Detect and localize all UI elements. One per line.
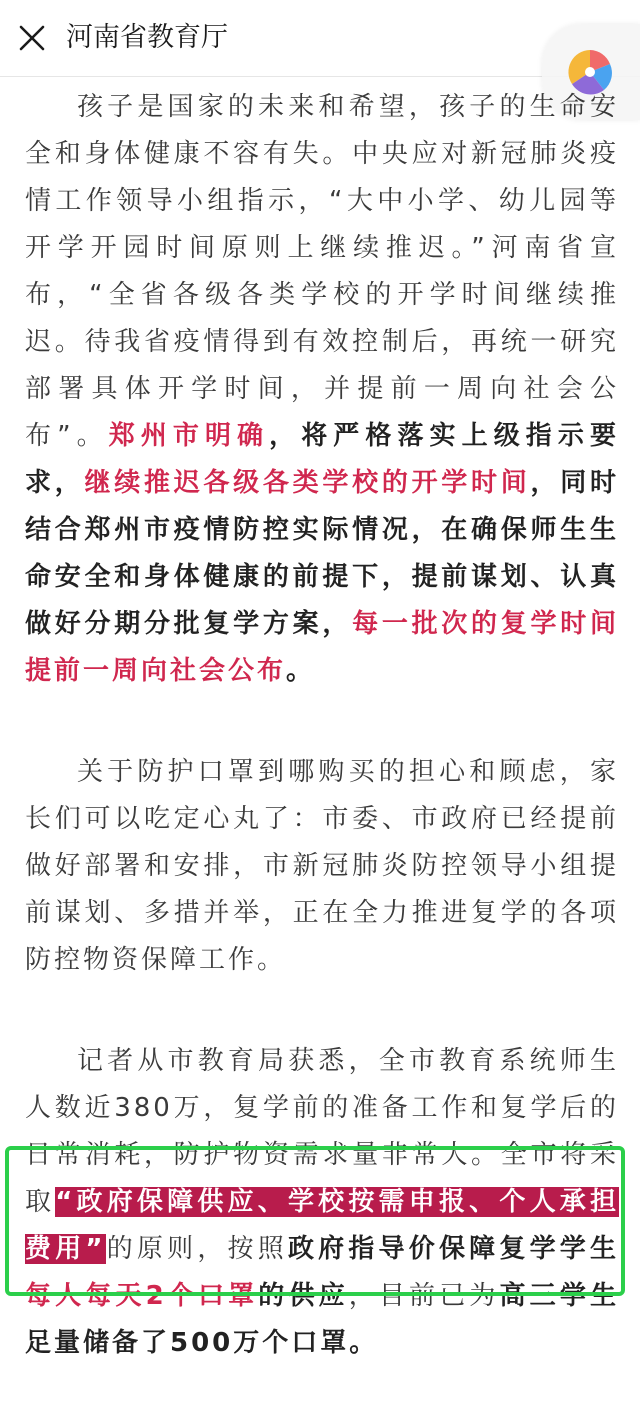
highlight-frame bbox=[5, 1146, 625, 1296]
emphasis-text: 每一批次的复学时间提前一周向社会公布 bbox=[25, 609, 619, 686]
paragraph-2: 关于防护口罩到哪购买的担心和顾虑，家长们可以吃定心丸了：市委、市政府已经提前做好部署和安排，市新冠肺炎防控领导小组提前谋划、多措并举，正在全力推进复学的各项防控物资保障工作。 bbox=[25, 757, 619, 975]
bold-text: 政府指导价保障复学学生 bbox=[287, 1234, 619, 1264]
bold-text: 的供应 bbox=[258, 1281, 349, 1311]
highlighted-text: “政府保障供应、学校按需申报、个人承担费用” bbox=[25, 1187, 619, 1264]
paragraph-text: 孩子是国家的未来和希望，孩子的生命安全和身体健康不容有失。中央应对新冠肺炎疫情工作领导小组指示，“大中小学、幼儿园等开学开园时间原则上继续推迟。”河南省宣布，“全省各级各类学校的开学时间继续推迟。待我省疫情得到有效控制后，再统一研究部署具体开学时间，并提前一周向社会公布”。 bbox=[25, 92, 619, 451]
paragraph-text: 的原则，按照 bbox=[105, 1234, 288, 1264]
close-icon bbox=[14, 20, 50, 56]
emphasis-text: 郑州市明确 bbox=[108, 421, 270, 451]
bold-text: ，将严格落实上级指示要求， bbox=[25, 421, 619, 498]
emphasis-text: 继续推迟各级各类学校的开学时间 bbox=[84, 468, 531, 498]
paragraph-text: 记者从市教育局获悉，全市教育系统师生人数近380万，复学前的准备工作和复学后的日常消耗，防护物资需求量非常大。全市将采取 bbox=[25, 1046, 619, 1217]
bold-text: ，同时结合郑州市疫情防控实际情况，在确保师生生命安全和身体健康的前提下，提前谋划、认真做好分期分批复学方案， bbox=[25, 468, 619, 639]
emphasis-text: 每人每天2个口罩 bbox=[25, 1281, 259, 1311]
bold-text: 。 bbox=[286, 656, 316, 686]
close-button[interactable] bbox=[14, 20, 50, 56]
paragraph-1 bbox=[25, 84, 619, 695]
bold-text: 。 bbox=[349, 1328, 379, 1358]
page-title: 河南省教育厅 bbox=[66, 22, 228, 53]
paragraph-text: ，目前已为 bbox=[348, 1281, 500, 1311]
bold-text: 高三学生足量储备了500万个口罩 bbox=[25, 1281, 619, 1358]
